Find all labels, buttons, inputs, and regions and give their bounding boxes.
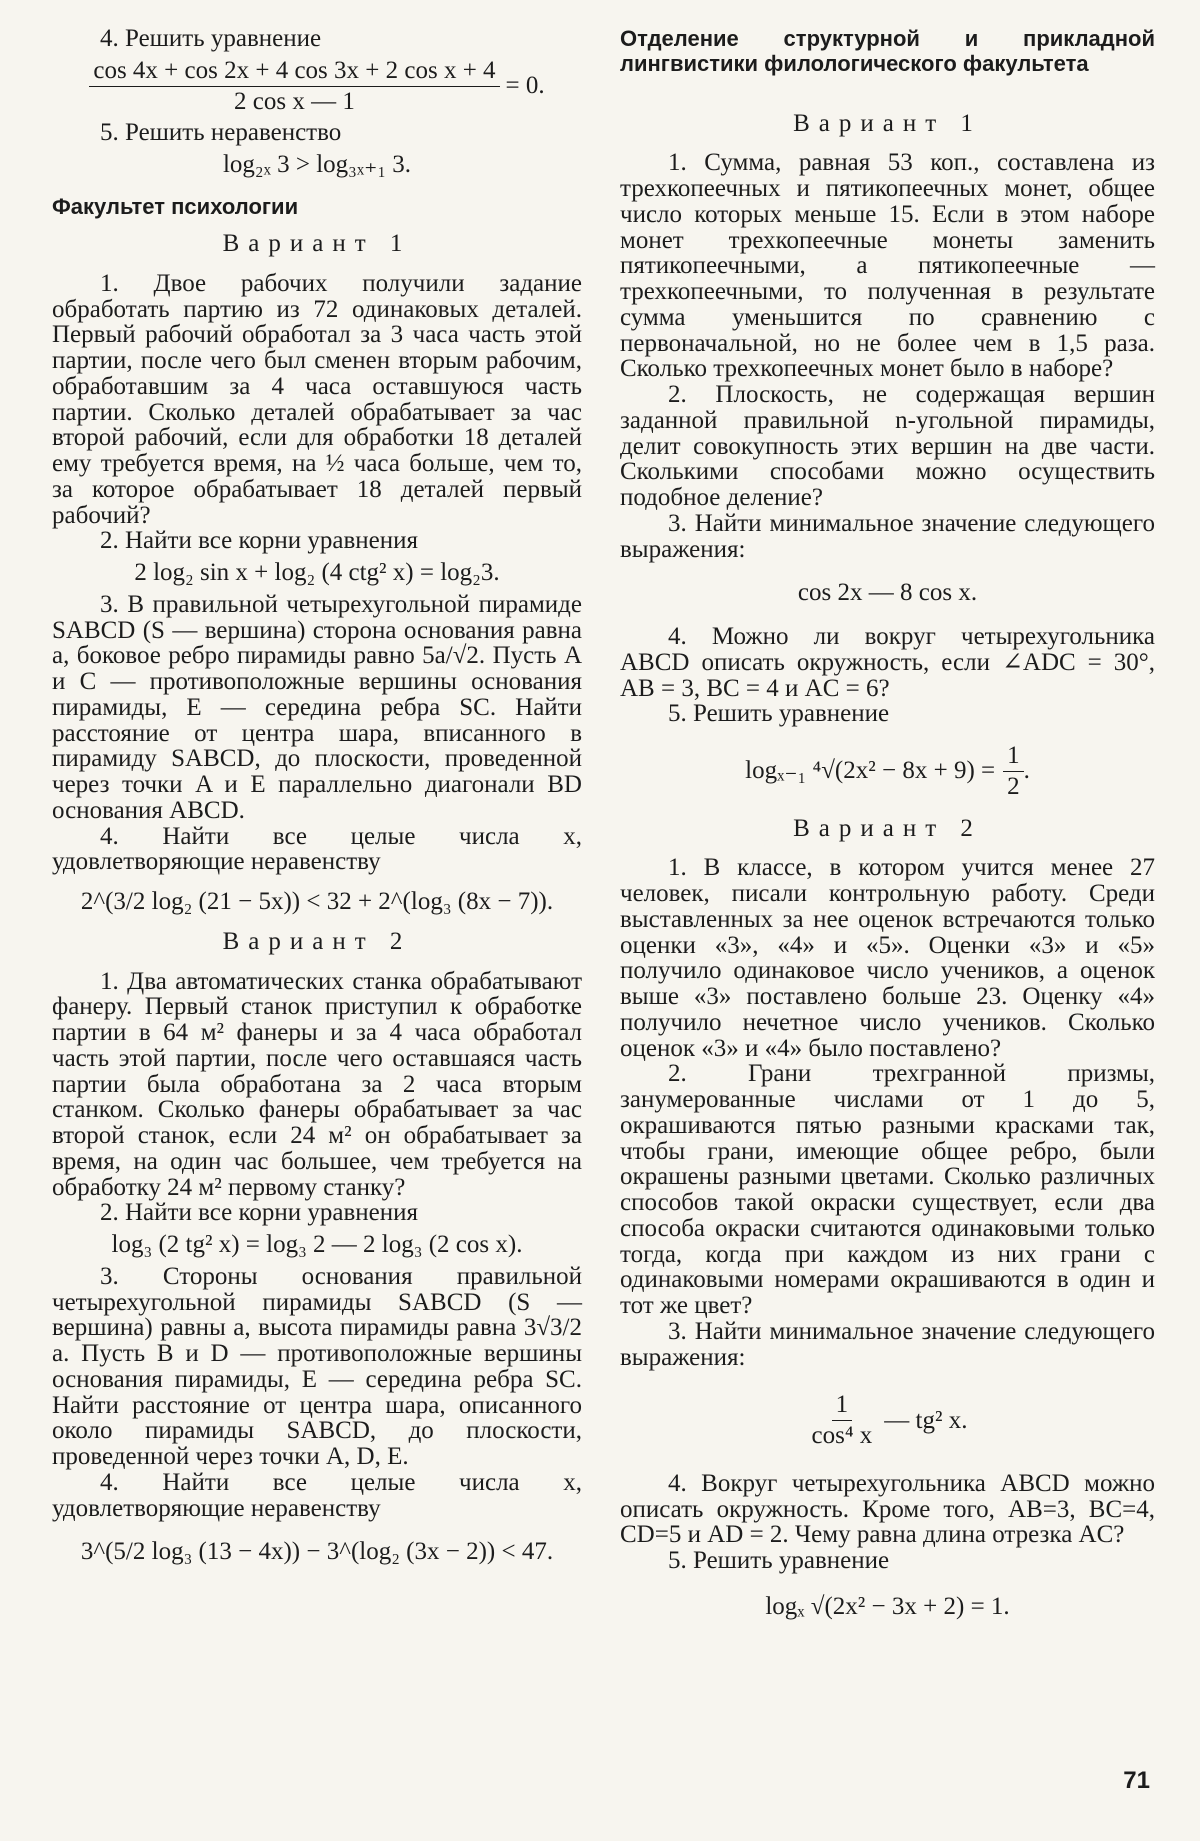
- r-v1-problem-3-intro: 3. Найти минимальное значение следующего выражения:: [620, 509, 1155, 563]
- numerator: 1: [832, 1392, 853, 1421]
- r-v2-problem-3-intro: 3. Найти минимальное значение следующего выражения:: [620, 1317, 1155, 1371]
- r-v2-problem-5-intro: 5. Решить уравнение: [668, 1547, 890, 1575]
- r-v1-problem-3-expression: cos 2x — 8 cos x.: [797, 579, 978, 607]
- fraction: [1003, 743, 1024, 800]
- denominator: 2: [1007, 772, 1020, 800]
- r-v1-problem-4: 4. Можно ли вокруг четырехугольника ABCD описать окружность, если ∠ADC = 30°, AB = 3, BC = 4 и AC = 6?: [620, 623, 1155, 702]
- r-variant-2-title: Вариант 2: [793, 814, 982, 842]
- r-v2-problem-3-expression: [620, 1392, 1155, 1449]
- r-variant-1-title: Вариант 1: [793, 109, 982, 137]
- r-v2-problem-2: 2. Грани трехгранной призмы, занумерованные числами от 1 до 5, окрашиваются пятью разными красками так, чтобы грани, имеющие общее ребро, были окрашены разными цветами. Сколько различных способов такой окраски существует, если два способа окраски считаются одинаковыми только тогда, когда при каждом из них грани с одинаковыми номерами окрашиваются в один и тот же цвет?: [620, 1060, 1155, 1320]
- lhs: logₓ₋₁ ⁴√(2x² − 8x + 9) =: [745, 757, 996, 785]
- problem-5-intro: 5. Решить неравенство: [100, 119, 342, 147]
- problem-4-equation: [52, 58, 582, 115]
- problem-5-inequality: log₂ₓ 3 > log₃ₓ₊₁ 3.: [222, 151, 412, 178]
- v2-problem-2-equation: log₃ (2 tg² x) = log₃ 2 — 2 log₃ (2 cos x).: [111, 1231, 523, 1259]
- department-heading: Отделение структурной и прикладной лингвистики филологического факультета: [620, 26, 1155, 77]
- v1-problem-3: 3. В правильной четырехугольной пирамиде SABCD (S — вершина) сторона основания равна a, боковое ребро пирамиды равно 5a/√2. Пусть A и C — противоположные вершины основания пирамиды, E — середина ребра SC. Найти расстояние от центра шара, вписанного в пирамиду SABCD, до плоскости, проведенной через точки A и E параллельно диагонали BD основания ABCD.: [52, 590, 582, 824]
- page-number: 71: [1123, 1767, 1150, 1795]
- problem-4-intro: 4. Решить уравнение: [100, 25, 322, 52]
- faculty-heading: Факультет психологии: [52, 193, 299, 219]
- fraction: [808, 1392, 877, 1449]
- denominator: cos⁴ x: [811, 1422, 873, 1450]
- v1-problem-4-intro: 4. Найти все целые числа x, удовлетворяющие неравенству: [52, 822, 582, 876]
- v2-problem-4-intro: 4. Найти все целые числа x, удовлетворяющие неравенству: [52, 1468, 582, 1522]
- r-v1-problem-5-intro: 5. Решить уравнение: [668, 700, 890, 728]
- r-v2-problem-1: 1. В классе, в котором учится менее 27 человек, писали контрольную работу. Среди выставленных за нее оценок встречаются только оценки «3», «4» и «5». Оценки «3» и «5» получило одинаковое число учеников, а оценок выше «3» поставлено больше 23. Оценку «4» получило нечетное число учеников. Сколько оценок «3» и «4» было поставлено?: [620, 854, 1155, 1062]
- v1-problem-2-equation: 2 log₂ sin x + log₂ (4 ctg² x) = log₂3.: [134, 559, 500, 587]
- numerator: cos 4x + cos 2x + 4 cos 3x + 2 cos x + 4: [89, 58, 499, 87]
- v1-problem-4-inequality: 2^(3/2 log₂ (21 − 5x)) < 32 + 2^(log₃ (8x − 7)).: [80, 888, 554, 916]
- left-column: [52, 26, 582, 1583]
- numerator: 1: [1003, 743, 1024, 772]
- rest: — tg² x.: [884, 1406, 968, 1434]
- right-column: [620, 26, 1155, 1640]
- v2-problem-2-intro: 2. Найти все корни уравнения: [100, 1199, 419, 1227]
- r-v2-problem-5-equation: logₓ √(2x² − 3x + 2) = 1.: [765, 1592, 1010, 1620]
- variant-2-title: Вариант 2: [222, 927, 412, 955]
- v2-problem-3: 3. Стороны основания правильной четырехугольной пирамиды SABCD (S — вершина) равны a, высота пирамиды равна 3√3/2 a. Пусть B и D — противоположные вершины основания пирамиды, E — середина ребра SC. Найти расстояние от центра шара, описанного около пирамиды SABCD, до плоскости, проведенной через точки A, D, E.: [52, 1262, 582, 1471]
- v2-problem-4-inequality: 3^(5/2 log₃ (13 − 4x)) − 3^(log₂ (3x − 2)) < 47.: [80, 1538, 554, 1566]
- fraction: [89, 58, 499, 115]
- denominator: 2 cos x — 1: [234, 87, 355, 115]
- r-v1-problem-5-equation: logₓ₋₁ ⁴√(2x² − 8x + 9) = $\frac{1}{2}$ .: [745, 742, 1030, 800]
- v1-problem-2-intro: 2. Найти все корни уравнения: [100, 527, 419, 555]
- r-v1-problem-1: 1. Сумма, равная 53 коп., составлена из трехкопеечных и пятикопеечных монет, общее число которых меньше 15. Если в этом наборе монет трехкопеечные монеты заменить пятикопеечными, а пятикопеечные — трехкопеечными, то полученная в результате сумма уменьшится по сравнению с первоначальной, но не более чем в 1,5 раза. Сколько трехкопеечных монет было в наборе?: [620, 149, 1155, 383]
- rhs: = 0.: [505, 72, 545, 100]
- variant-1-title: Вариант 1: [222, 230, 412, 258]
- v1-problem-1: 1. Двое рабочих получили задание обработать партию из 72 одинаковых деталей. Первый рабочий обработал за 3 часа часть этой партии, после чего был сменен вторым рабочим, обработавшим за 4 часа оставшуюся часть партии. Сколько деталей обрабатывает за час второй рабочий, если для обработки 18 деталей ему требуется время, на ½ часа больше, чем то, за которое обрабатывает 18 деталей первый рабочий?: [52, 269, 582, 529]
- v2-problem-1: 1. Два автоматических станка обрабатывают фанеру. Первый станок приступил к обработке партии в 64 м² фанеры и за 4 часа обработал часть этой партии, после чего оставшаяся часть партии была обработана за 2 часа вторым станком. Сколько фанеры обрабатывает за час второй станок, если 24 м² он обрабатывает за время, на один час большее, чем требуется на обработку 24 м² первому станку?: [52, 967, 582, 1201]
- r-v2-problem-4: 4. Вокруг четырехугольника ABCD можно описать окружность. Кроме того, AB=3, BC=4, CD=5 и AD = 2. Чему равна длина отрезка AC?: [620, 1469, 1155, 1549]
- r-v1-problem-2: 2. Плоскость, не содержащая вершин заданной правильной n-угольной пирамиды, делит совокупность этих вершин на две части. Сколькими способами можно осуществить подобное деление?: [620, 381, 1155, 512]
